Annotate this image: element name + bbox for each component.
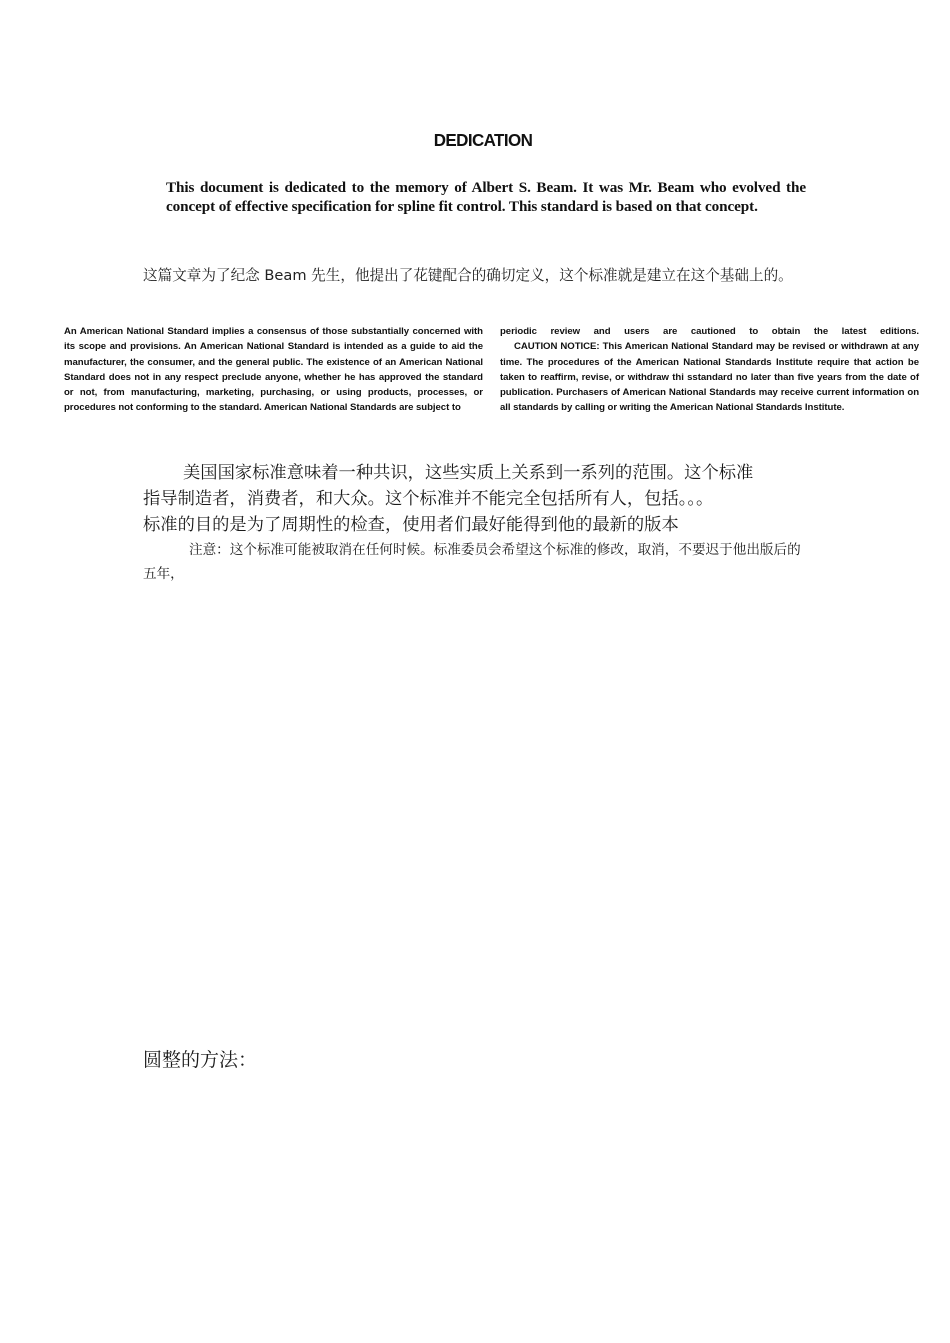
dedication-text-chinese: 这篇文章为了纪念 Beam 先生，他提出了花键配合的确切定义，这个标准就是建立在这个基础上的。 (143, 267, 793, 284)
translation-line-3: 标准的目的是为了周期性的检查，使用者们最好能得到他的最新的版本 (143, 515, 679, 535)
translation-note: 注意：这个标准可能被取消在任何时候。标准委员会希望这个标准的修改，取消，不要迟于他出版后的五年， (143, 542, 801, 582)
dedication-title: DEDICATION (433, 130, 533, 151)
ansi-notice-right-first-line: periodic review and users are cautioned to obtain the latest editions. (500, 326, 919, 337)
ansi-notice-right-column (500, 324, 919, 416)
translation-line-1: 美国国家标准意味着一种共识，这些实质上关系到一系列的范围。这个标准 (183, 463, 754, 483)
dedication-text-english: This document is dedicated to the memory of Albert S. Beam. It was Mr. Beam who evolved the concept of effective specification for spline fit control. This standard is based on that concept. (166, 179, 806, 215)
translation-line-2: 指导制造者，消费者，和大众。这个标准并不能完全包括所有人，包括。。。 (143, 489, 714, 509)
rounding-method-heading: 圆整的方法： (143, 1049, 258, 1071)
ansi-notice-left-column (64, 324, 483, 416)
ansi-notice-left-text: An American National Standard implies a consensus of those substantially concerned with its scope and provisions. An American National Standard is intended as a guide to aid the manufacturer, the consumer, and the general public. The existence of an American National Standard does not in any respect preclude anyone, whether he has approved the standard or not, from manufacturing, marketing, purchasing, or using products, processes, or procedures not conforming to the standard. American National Standards are subject to (64, 326, 483, 414)
caution-notice-text: This American National Standard may be revised or withdrawn at any time. The procedures of the American National Standards Institute require that action be taken to reaffirm, revise, or withdraw thi sstandard no later than five years from the date of publication. Purchasers of American National Standards may receive current information on all standards by calling or writing the American National Standards Institute. (500, 341, 920, 414)
translation-paragraph (143, 460, 813, 538)
caution-notice-label: CAUTION NOTICE: (514, 341, 600, 353)
caution-notice (500, 339, 919, 415)
